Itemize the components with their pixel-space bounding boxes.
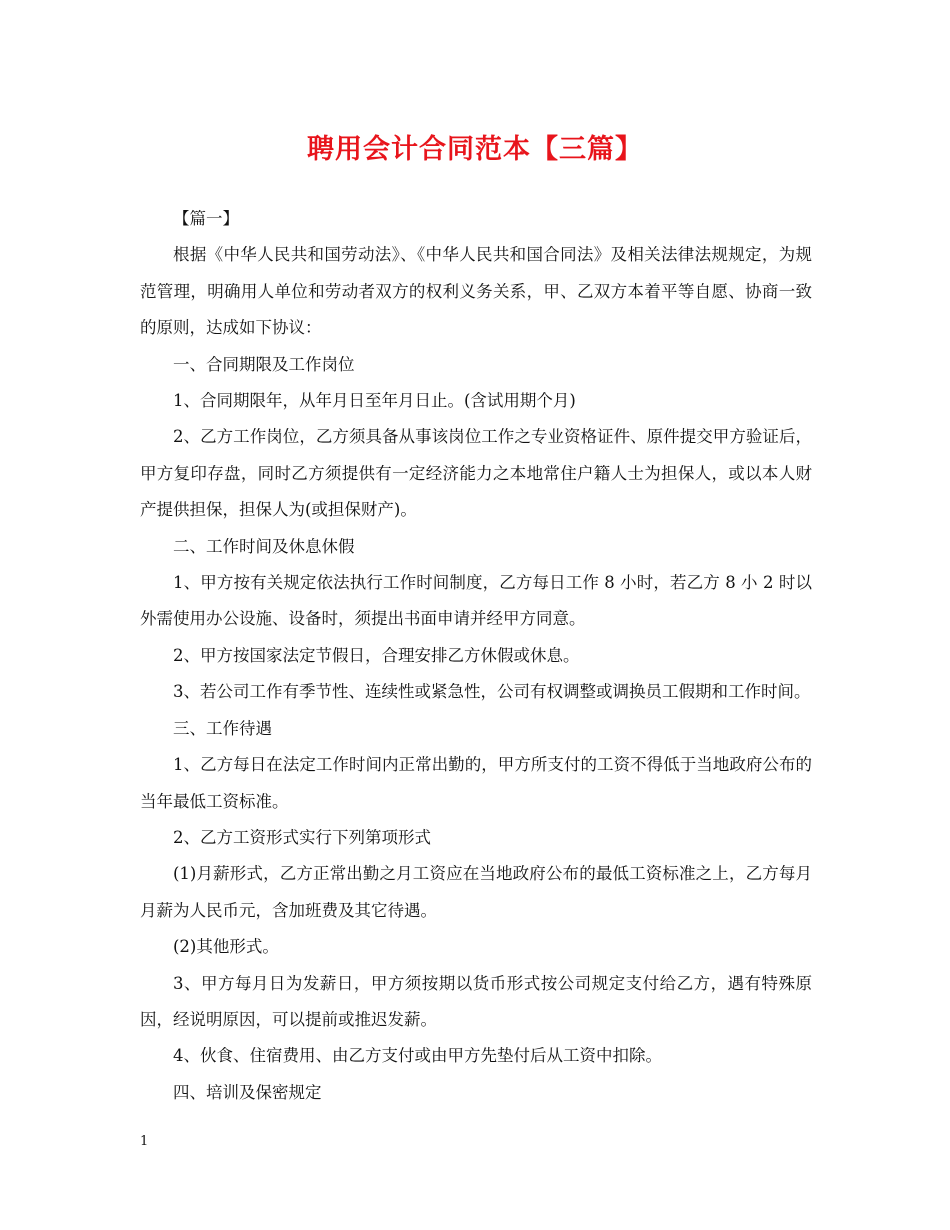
clause-other-form: (2)其他形式。 — [173, 937, 279, 957]
clause-payday: 3、甲方每月日为发薪日，甲方须按期以货币形式按公司规定支付给乙方，遇有特殊原因，经说明原因，可以提前或推迟发薪。 — [140, 973, 812, 1029]
clause-wage-form: 2、乙方工资形式实行下列第项形式 — [173, 827, 431, 847]
section-heading-training-confidentiality: 四、培训及保密规定 — [173, 1082, 322, 1102]
section-heading-part-one: 【篇一】 — [173, 209, 239, 228]
clause-monthly-salary: (1)月薪形式，乙方正常出勤之月工资应在当地政府公布的最低工资标准之上，乙方每月月薪为人民币元，含加班费及其它待遇。 — [140, 864, 812, 920]
page-number: 1 — [140, 1134, 149, 1149]
clause-schedule-adjustment: 3、若公司工作有季节性、连续性或紧急性，公司有权调整或调换员工假期和工作时间。 — [173, 682, 811, 702]
clause-minimum-wage: 1、乙方每日在法定工作时间内正常出勤的，甲方所支付的工资不得低于当地政府公布的当年最低工资标准。 — [140, 755, 812, 811]
clause-meals-lodging: 4、伙食、住宿费用、由乙方支付或由甲方先垫付后从工资中扣除。 — [173, 1046, 662, 1066]
section-heading-compensation: 三、工作待遇 — [173, 718, 272, 738]
section-heading-term-and-position: 一、合同期限及工作岗位 — [173, 354, 355, 374]
document-body — [140, 201, 812, 1111]
clause-work-position: 2、乙方工作岗位，乙方须具备从事该岗位工作之专业资格证件、原件提交甲方验证后，甲方复印存盘，同时乙方须提供有一定经济能力之本地常住户籍人士为担保人，或以本人财产提供担保，担保人为(或担保财产)。 — [140, 427, 812, 520]
intro-paragraph: 根据《中华人民共和国劳动法》、《中华人民共和国合同法》及相关法律法规规定，为规范管理，明确用人单位和劳动者双方的权利义务关系，甲、乙双方本着平等自愿、协商一致的原则，达成如下协议： — [140, 245, 812, 338]
clause-working-hours: 1、甲方按有关规定依法执行工作时间制度，乙方每日工作 8 小时，若乙方 8 小 2 时以外需使用办公设施、设备时，须提出书面申请并经甲方同意。 — [140, 573, 812, 629]
section-heading-working-hours: 二、工作时间及休息休假 — [173, 536, 355, 556]
clause-holidays: 2、甲方按国家法定节假日，合理安排乙方休假或休息。 — [173, 645, 580, 665]
clause-contract-term: 1、合同期限年，从年月日至年月日止。(含试用期个月) — [173, 391, 576, 411]
document-title: 聘用会计合同范本【三篇】 — [307, 134, 643, 165]
